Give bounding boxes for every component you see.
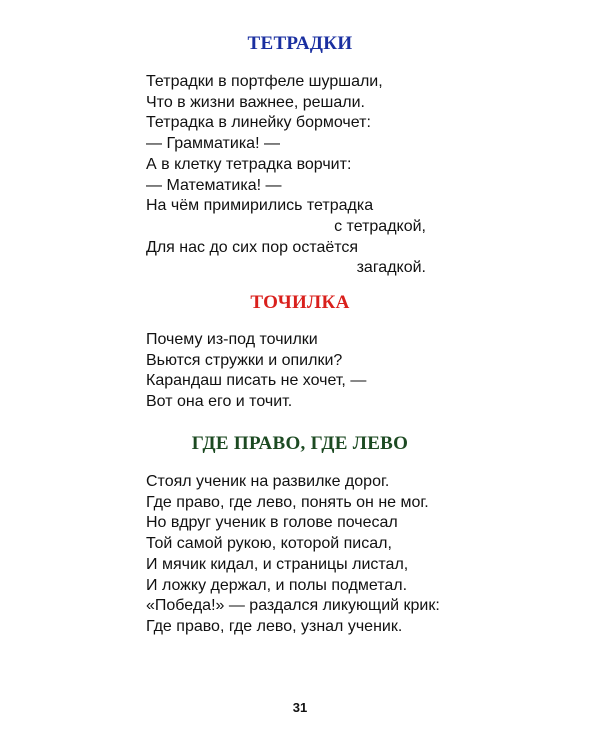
poem-line: загадкой. — [356, 259, 426, 277]
poem-body-tetradki — [146, 72, 426, 279]
poem-body-tochilka — [146, 330, 426, 413]
poem-title-tochilka: ТОЧИЛКА — [250, 292, 350, 313]
poem-line: Той самой рукою, которой писал, — [146, 535, 392, 553]
poem-line: А в клетку тетрадка ворчит: — [146, 155, 352, 173]
poem-line: Где право, где лево, понять он не мог. — [146, 493, 429, 511]
poem-line: Стоял ученик на развилке дорог. — [146, 473, 390, 490]
poem-line: с тетрадкой, — [334, 217, 426, 235]
poem-line: Карандаш писать не хочет, — — [146, 372, 367, 390]
poem-title-gde-pravo: ГДЕ ПРАВО, ГДЕ ЛЕВО — [191, 433, 409, 454]
poem-line: Но вдруг ученик в голове почесал — [146, 514, 398, 532]
poem-line: Тетрадка в линейку бормочет: — [146, 114, 371, 132]
poem-line: Почему из-под точилки — [146, 331, 318, 348]
poem-line: На чём примирились тетрадка — [146, 197, 374, 215]
poem-line: Вьются стружки и опилки? — [146, 351, 343, 369]
page-number: 31 — [292, 700, 308, 715]
poem-line: И мячик кидал, и страницы листал, — [146, 555, 409, 573]
poem-line: Для нас до сих пор остаётся — [146, 238, 359, 256]
poem-title-tetradki: ТЕТРАДКИ — [247, 33, 353, 54]
poem-line: Что в жизни важнее, решали. — [146, 93, 365, 111]
poem-line: «Победа!» — раздался ликующий крик: — [146, 597, 440, 615]
poem-line: — Математика! — — [146, 176, 282, 194]
poem-line: И ложку держал, и полы подметал. — [146, 576, 408, 594]
poem-line: — Грамматика! — — [146, 135, 280, 153]
poem-line: Тетрадки в портфеле шуршали, — [146, 73, 383, 90]
poem-line: Вот она его и точит. — [146, 393, 293, 411]
poem-body-gde-pravo — [146, 472, 440, 638]
poem-line: Где право, где лево, узнал ученик. — [146, 617, 403, 635]
